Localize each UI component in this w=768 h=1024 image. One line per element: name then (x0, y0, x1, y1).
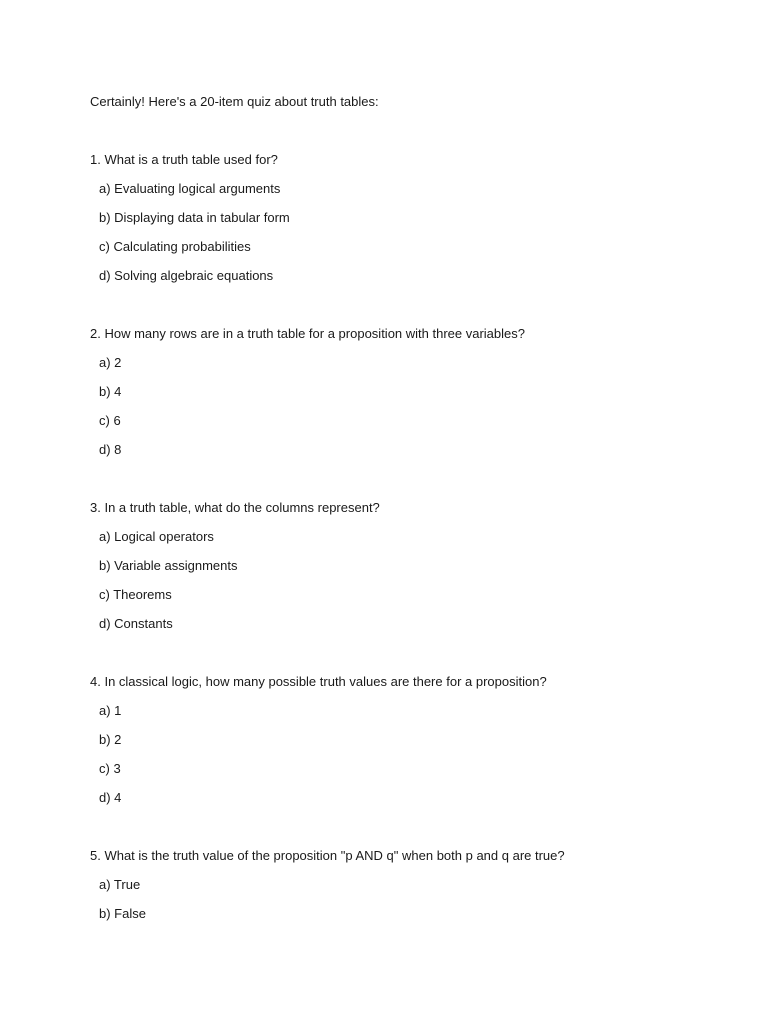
document-page (90, 91, 730, 925)
answer-option: c) Calculating probabilities (99, 239, 251, 254)
answer-option: b) 4 (99, 384, 122, 399)
question-text: 4. In classical logic, how many possible truth values are there for a proposition? (90, 674, 547, 689)
answer-option: a) True (99, 877, 141, 892)
answer-option: a) Evaluating logical arguments (99, 181, 281, 196)
answer-option: c) Theorems (99, 587, 172, 602)
answer-option: d) Solving algebraic equations (99, 268, 274, 283)
question-block-5 (90, 845, 730, 925)
answer-option: b) 2 (99, 732, 122, 747)
answer-option: c) 6 (99, 413, 121, 428)
question-block-3 (90, 497, 730, 635)
intro-text: Certainly! Here's a 20-item quiz about truth tables: (90, 94, 379, 109)
answer-option: d) Constants (99, 616, 173, 631)
answer-option: a) Logical operators (99, 529, 214, 544)
answer-option: c) 3 (99, 761, 121, 776)
question-text: 1. What is a truth table used for? (90, 152, 278, 167)
answer-option: d) 8 (99, 442, 122, 457)
answer-option: b) Variable assignments (99, 558, 238, 573)
answer-option: d) 4 (99, 790, 122, 805)
answer-option: b) Displaying data in tabular form (99, 210, 290, 225)
question-block-2 (90, 323, 730, 461)
question-block-1 (90, 149, 730, 287)
answer-option: a) 2 (99, 355, 122, 370)
answer-option: a) 1 (99, 703, 122, 718)
question-block-4 (90, 671, 730, 809)
question-text: 5. What is the truth value of the proposition "p AND q" when both p and q are true? (90, 848, 565, 863)
question-text: 3. In a truth table, what do the columns represent? (90, 500, 380, 515)
question-text: 2. How many rows are in a truth table for a proposition with three variables? (90, 326, 525, 341)
answer-option: b) False (99, 906, 146, 921)
